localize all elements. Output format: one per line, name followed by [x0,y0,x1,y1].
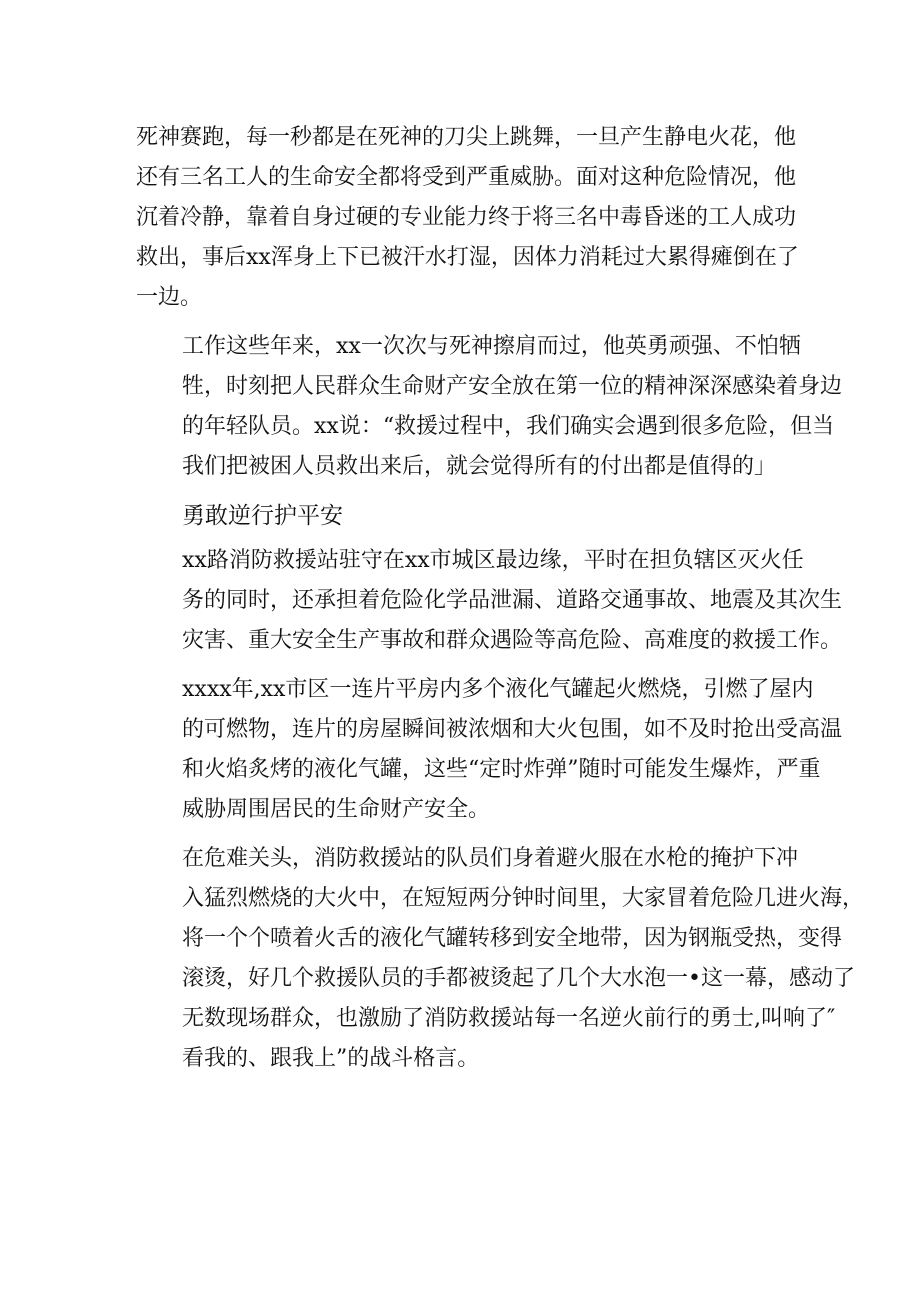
text-line: 还有三名工人的生命安全都将受到严重威胁。面对这种危险情况，他 [136,165,797,190]
section-heading: 勇敢逆行护平安 [182,503,343,529]
paragraph-1 [136,118,799,318]
paragraph-4 [136,670,843,830]
text-line: 的可燃物，连片的房屋瞬间被浓烟和大火包围，如不及时抢出受高温 [182,717,843,742]
text-line: xx路消防救援站驻守在xx市城区最边缘，平时在担负辖区灭火任 [182,548,804,573]
text-line: 和火焰炙烤的液化气罐，这些“定时炸弹”随时可能发生爆炸，严重 [182,757,821,782]
paragraph-3 [136,541,843,661]
text-line: 牲，时刻把人民群众生命财产安全放在第一位的精神深深感染着身边 [182,374,843,399]
text-line: 无数现场群众，也激励了消防救援站每一名逆火前行的勇士,叫响了″ [182,1006,836,1031]
text-line: 死神赛跑，每一秒都是在死神的刀尖上跳舞，一旦产生静电火花，他 [136,125,797,150]
text-line: 滚烫，好几个救援队员的手都被烫起了几个大水泡一•这一幕，感动了 [182,966,855,991]
text-line: 在危难关头，消防救援站的队员们身着避火服在水枪的掩护下冲 [182,846,799,871]
text-line: 看我的、跟我上”的战斗格言。 [182,1046,480,1071]
paragraph-2 [136,327,843,487]
text-line: 入猛烈燃烧的大火中，在短短两分钟时间里，大家冒着危险几进火海， [182,886,865,911]
document-body [136,118,865,1088]
text-line: 一边。 [136,285,203,310]
text-line: 救出，事后xx浑身上下已被汗水打湿，因体力消耗过大累得瘫倒在了 [136,245,799,270]
text-line: 灾害、重大安全生产事故和群众遇险等高危险、高难度的救援工作。 [182,628,843,653]
text-line: 将一个个喷着火舌的液化气罐转移到安全地带，因为钢瓶受热，变得 [182,926,843,951]
text-line: 的年轻队员。xx说：“救援过程中，我们确实会遇到很多危险，但当 [182,414,835,439]
text-line: xxxx年,xx市区一连片平房内多个液化气罐起火燃烧，引燃了屋内 [182,677,814,702]
text-line: 威胁周围居民的生命财产安全。 [182,797,491,822]
text-line: 我们把被困人员救出来后，就会觉得所有的付出都是值得的」 [182,454,777,479]
paragraph-5 [136,839,865,1079]
text-line: 工作这些年来，xx一次次与死神擦肩而过，他英勇顽强、不怕牺 [182,334,801,359]
text-line: 沉着冷静，靠着自身过硬的专业能力终于将三名中毒昏迷的工人成功 [136,205,797,230]
text-line: 务的同时，还承担着危险化学品泄漏、道路交通事故、地震及其次生 [182,588,843,613]
